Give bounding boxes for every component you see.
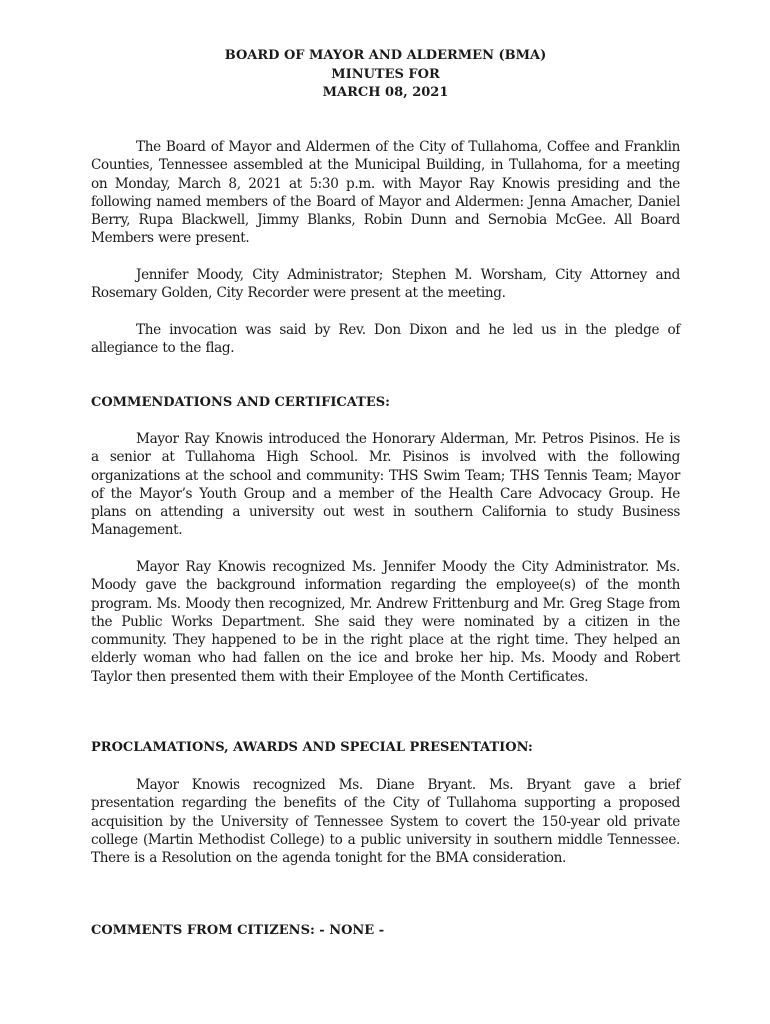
attendance-paragraph: The Board of Mayor and Aldermen of the City of Tullahoma, Coffee and Franklin Counties, Tennessee assembled at the Municipal Building, in Tullahoma, for a meeting on Monday, March 8, 2021 at 5:30 p.m. with Mayor Ray Knowis presiding and the following named members of the Board of Mayor and Aldermen: Jenna Amacher, Daniel Berry, Rupa Blackwell, Jimmy Blanks, Robin Dunn and Sernobia McGee. All Board Members were present. bbox=[91, 139, 680, 247]
document-title bbox=[91, 47, 680, 103]
section-heading-comments: COMMENTS FROM CITIZENS: - NONE - bbox=[91, 923, 385, 938]
title-line-2: MINUTES FOR bbox=[331, 66, 440, 82]
staff-present-paragraph: Jennifer Moody, City Administrator; Stephen M. Worsham, City Attorney and Rosemary Golden, City Recorder were present at the meeting. bbox=[91, 267, 680, 302]
presentation-paragraph: Mayor Knowis recognized Ms. Diane Bryant. Ms. Bryant gave a brief presentation regarding the benefits of the City of Tullahoma supporting a proposed acquisition by the University of Tennessee System to covert the 150-year old private college (Martin Methodist College) to a public university in southern middle Tennessee. There is a Resolution on the agenda tonight for the BMA consideration. bbox=[91, 777, 680, 867]
invocation-paragraph: The invocation was said by Rev. Don Dixon and he led us in the pledge of allegiance to the flag. bbox=[91, 322, 680, 357]
honorary-alderman-paragraph: Mayor Ray Knowis introduced the Honorary Alderman, Mr. Petros Pisinos. He is a senior at Tullahoma High School. Mr. Pisinos is involved with the following organizations at the school and community: THS Swim Team; THS Tennis Team; Mayor of the Mayor’s Youth Group and a member of the Health Care Advocacy Group. He plans on attending a university out west in southern California to study Business Management. bbox=[91, 431, 680, 539]
title-line-3: MARCH 08, 2021 bbox=[322, 85, 449, 100]
title-line-1: BOARD OF MAYOR AND ALDERMEN (BMA) bbox=[224, 48, 547, 63]
section-heading-proclamations: PROCLAMATIONS, AWARDS AND SPECIAL PRESENTATION: bbox=[91, 740, 533, 755]
section-heading-commendations: COMMENDATIONS AND CERTIFICATES: bbox=[91, 395, 390, 410]
employee-of-month-paragraph: Mayor Ray Knowis recognized Ms. Jennifer Moody the City Administrator. Ms. Moody gave the background information regarding the employee(s) of the month program. Ms. Moody then recognized, Mr. Andrew Frittenburg and Mr. Greg Stage from the Public Works Department. She said they were nominated by a citizen in the community. They happened to be in the right place at the right time. They helped an elderly woman who had fallen on the ice and broke her hip. Ms. Moody and Robert Taylor then presented them with their Employee of the Month Certificates. bbox=[91, 559, 680, 685]
